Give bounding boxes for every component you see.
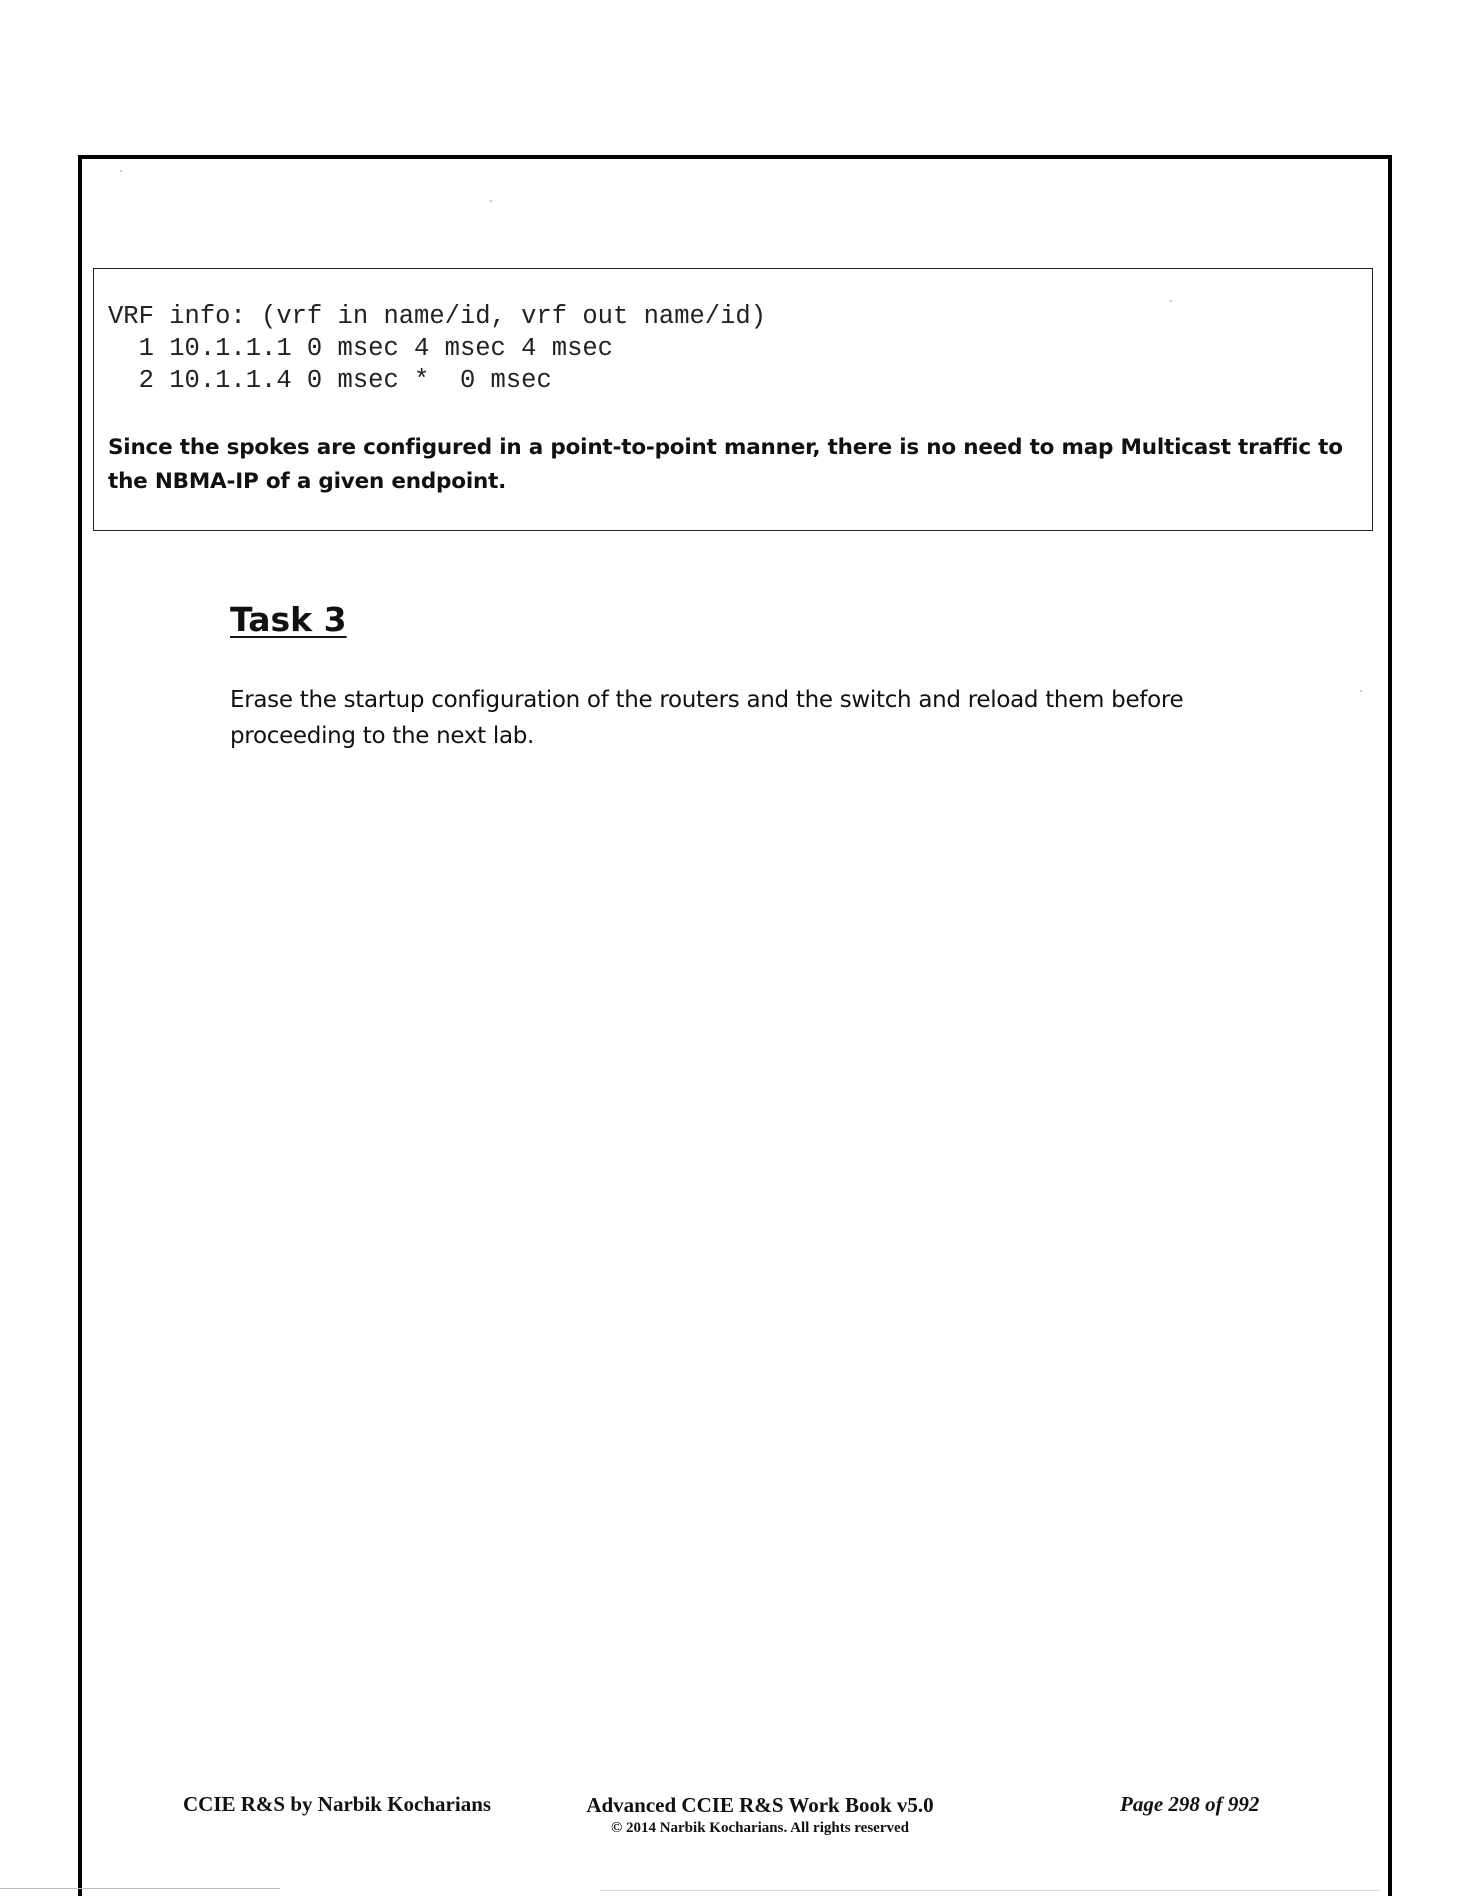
footer-book-info [570, 1792, 950, 1838]
traceroute-output [108, 301, 766, 397]
code-line: VRF info: (vrf in name/id, vrf out name/id) [108, 302, 767, 331]
scan-line [600, 1890, 1380, 1891]
task-description: Erase the startup configuration of the routers and the switch and reload them before proceeding to the next lab. [230, 687, 1184, 749]
task-heading: Task 3 [230, 600, 347, 639]
scan-speck [1170, 300, 1172, 302]
scan-speck [120, 170, 122, 172]
command-output-box [93, 268, 1373, 531]
footer-page-number: Page 298 of 992 [1120, 1792, 1260, 1816]
explanation-note: Since the spokes are configured in a point-to-point manner, there is no need to map Multicast traffic to the NBMA-IP of a given endpoint. [108, 435, 1343, 494]
footer-book-title: Advanced CCIE R&S Work Book v5.0 [586, 1793, 934, 1817]
footer-author: CCIE R&S by Narbik Kocharians [183, 1792, 492, 1816]
code-line: 1 10.1.1.1 0 msec 4 msec 4 msec [108, 334, 613, 363]
scan-line [0, 1888, 280, 1889]
code-line: 2 10.1.1.4 0 msec * 0 msec [108, 366, 552, 395]
footer-copyright: © 2014 Narbik Kocharians. All rights reserved [610, 1820, 909, 1836]
scan-speck [490, 200, 492, 202]
scan-speck [1360, 690, 1362, 692]
